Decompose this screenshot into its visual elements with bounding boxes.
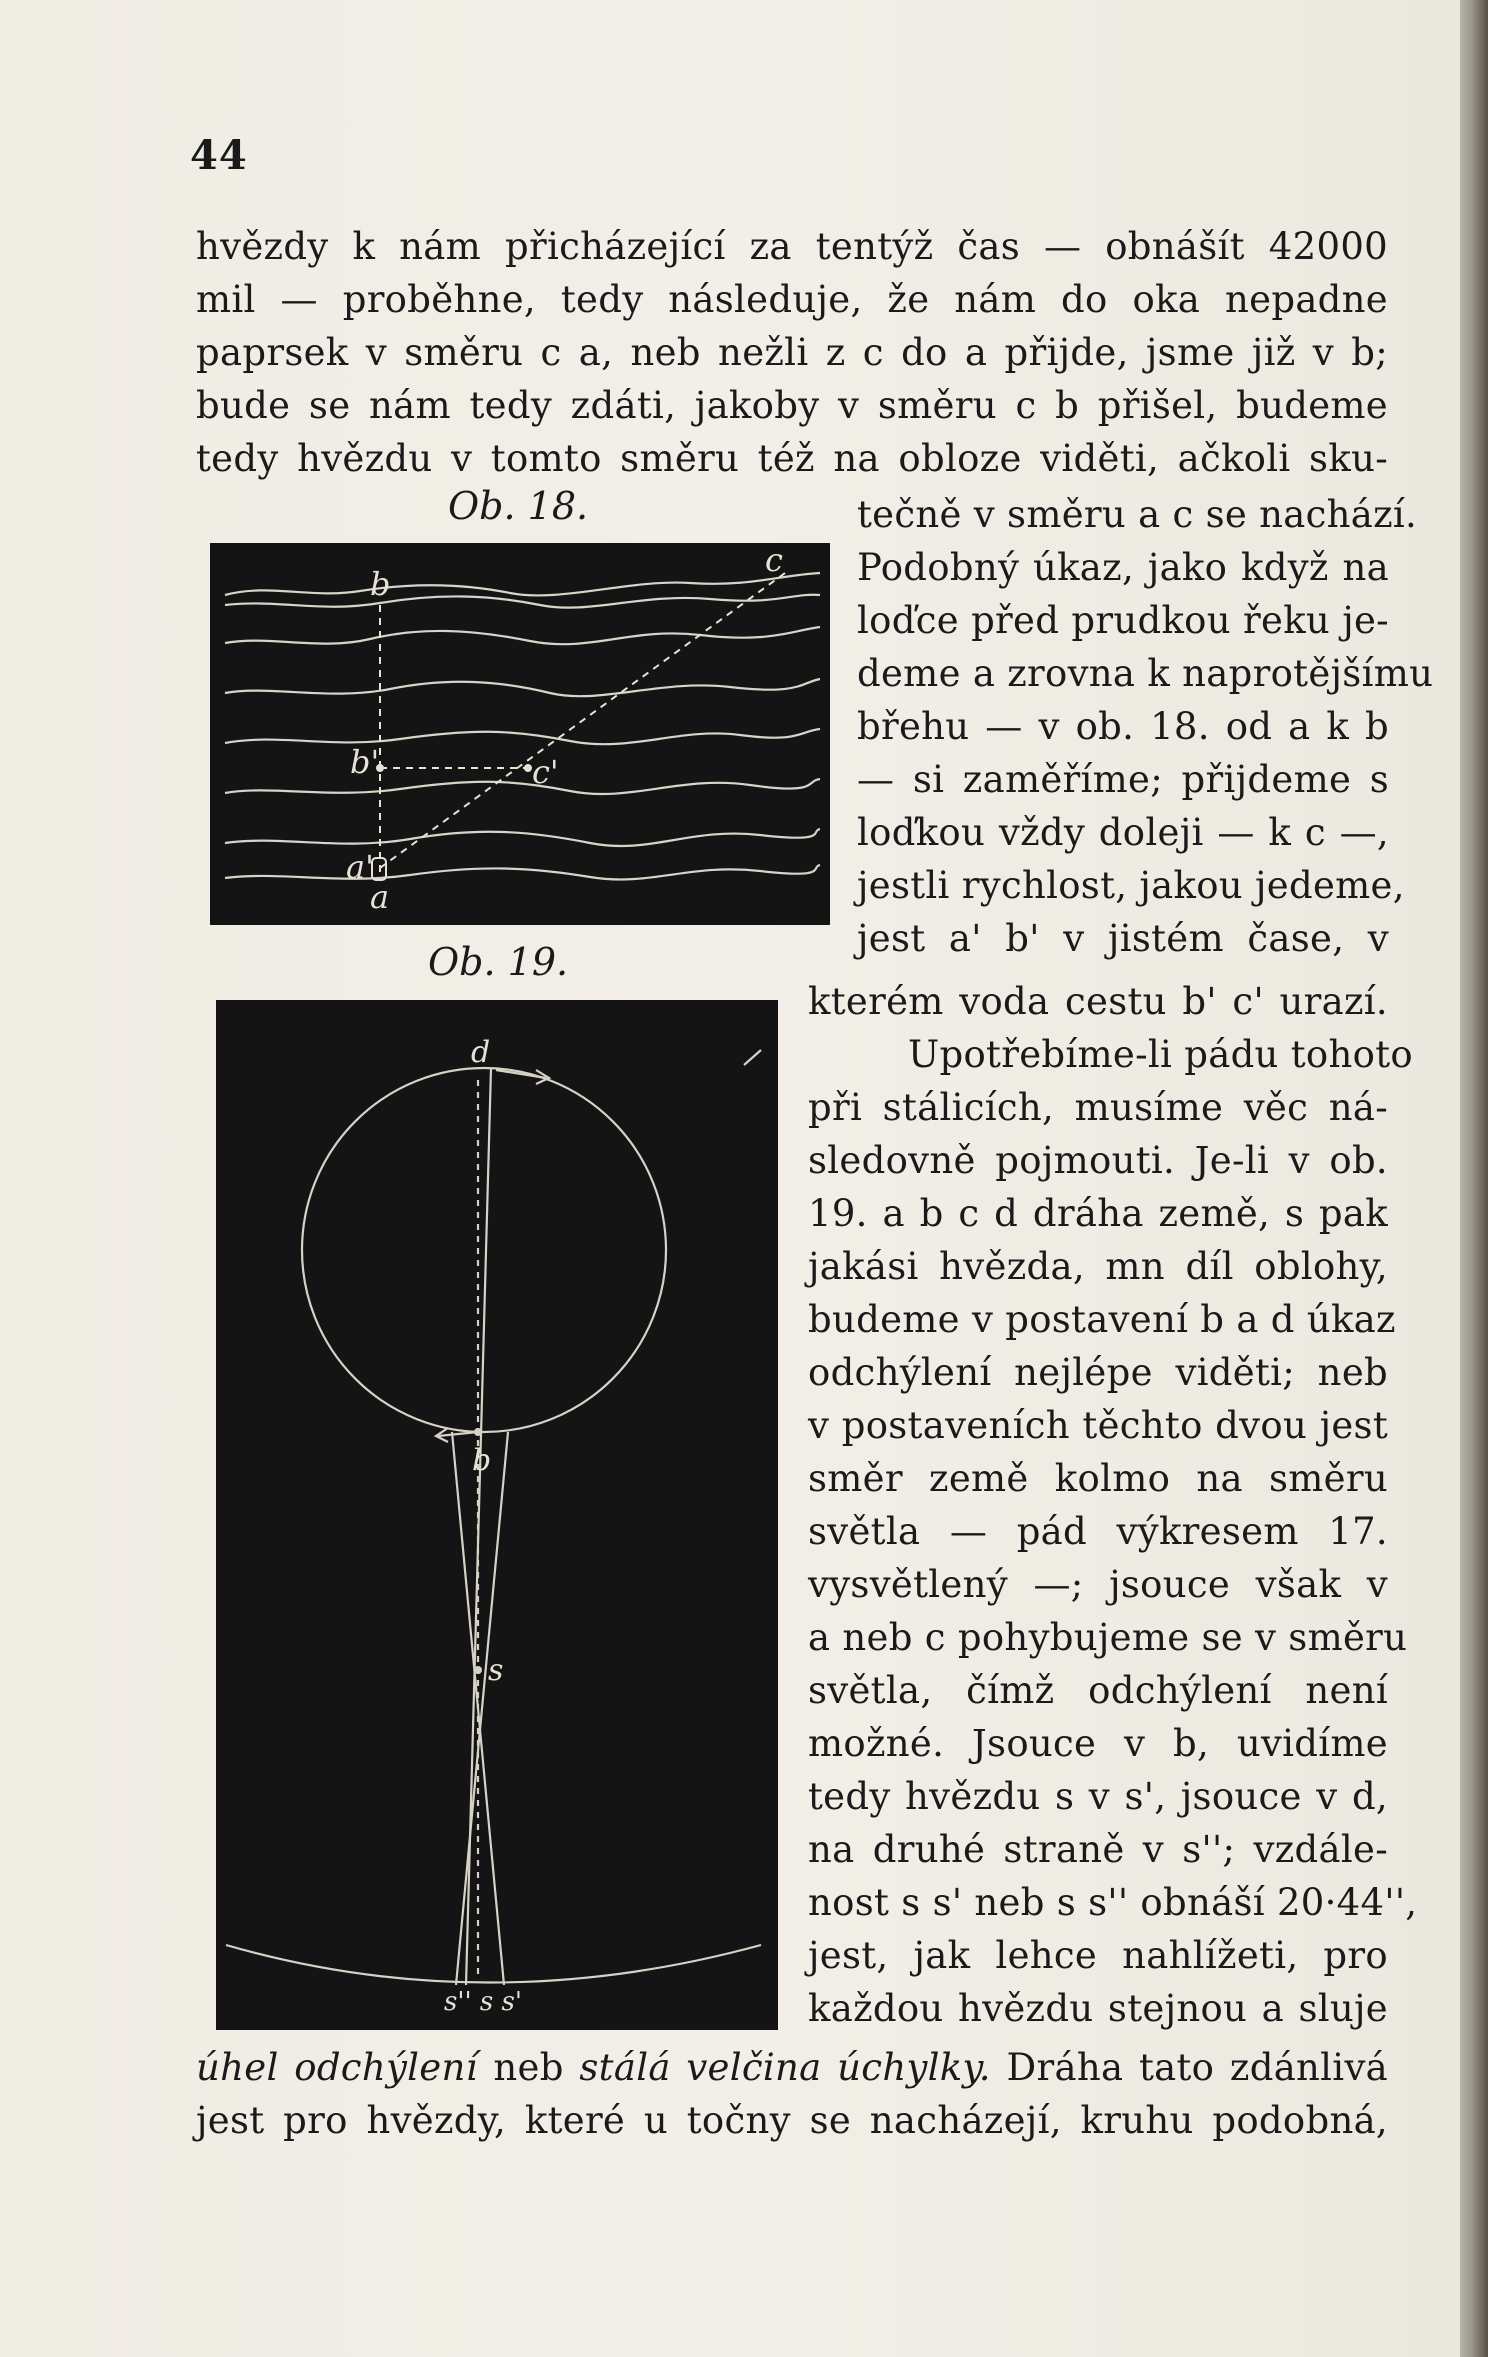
page-number: 44 — [190, 132, 248, 179]
label-b: b — [472, 1443, 492, 1478]
text-line: na druhé straně v s''; vzdále- — [808, 1828, 1388, 1871]
text-line: jestli rychlost, jakou jedeme, — [857, 864, 1405, 907]
arrow-b — [438, 1432, 478, 1436]
text-line — [196, 2043, 1388, 2093]
label-a: a — [370, 878, 390, 916]
earth-orbit — [302, 1068, 666, 1432]
text-line: a neb c pohybujeme se v směru — [808, 1616, 1408, 1659]
text-line: tedy hvězdu s v s', jsouce v d, — [808, 1775, 1388, 1818]
river-waves — [225, 573, 820, 879]
text-line: světla, čímž odchýlení není — [808, 1669, 1388, 1712]
text-line: sledovně pojmouti. Je-li v ob. — [808, 1139, 1388, 1182]
text-line: jakási hvězda, mn díl oblohy, — [808, 1245, 1388, 1288]
text-line: břehu — v ob. 18. od a k b — [857, 705, 1389, 748]
text-line: při stálicích, musíme věc ná- — [808, 1086, 1388, 1129]
text-line: Podobný úkaz, jako když na — [857, 546, 1389, 589]
term-aberration-constant: stálá velčina úchylky. — [579, 2046, 991, 2089]
text-line: v postaveních těchto dvou jest — [808, 1404, 1388, 1447]
text-line: loďce před prudkou řeku je- — [857, 599, 1389, 642]
text-line: loďkou vždy doleji — k c —, — [857, 811, 1389, 854]
text-line: odchýlení nejlépe viděti; neb — [808, 1351, 1388, 1394]
book-spine — [1460, 0, 1488, 2357]
text-line: paprsek v směru c a, neb nežli z c do a přijde, jsme již v b; — [196, 331, 1388, 374]
text-line: možné. Jsouce v b, uvidíme — [808, 1722, 1388, 1765]
label-c-prime: c' — [532, 753, 559, 791]
figure-18-drawing — [210, 543, 830, 925]
label-b: b — [370, 565, 391, 603]
text-line: deme a zrovna k naprotějšímu — [857, 652, 1434, 695]
text-line: jest a' b' v jistém čase, v — [857, 917, 1389, 960]
text-line: 19. a b c d dráha země, s pak — [808, 1192, 1388, 1235]
text-line: nost s s' neb s s'' obnáší 20·44'', — [808, 1881, 1418, 1924]
text-line: každou hvězdu stejnou a sluje — [808, 1987, 1388, 2030]
text-line: tedy hvězdu v tomto směru též na obloze viděti, ačkoli sku- — [196, 437, 1388, 480]
figure-19-caption: Ob. 19. — [428, 940, 569, 984]
label-b-prime: b' — [350, 743, 380, 781]
text-line: bude se nám tedy zdáti, jakoby v směru c b přišel, budeme — [196, 384, 1388, 427]
text-line: budeme v postavení b a d úkaz — [808, 1298, 1396, 1341]
figure-19-drawing — [216, 1000, 778, 2030]
ray-b-2 — [456, 1432, 508, 1985]
figure-18-caption: Ob. 18. — [448, 484, 589, 528]
label-c: c — [765, 543, 783, 579]
label-s: s — [488, 1653, 504, 1688]
term-aberration-angle: úhel odchýlení — [196, 2046, 478, 2089]
text-line: — si zaměříme; přijdeme s — [857, 758, 1389, 801]
text-line: jest pro hvězdy, které u točny se nacházejí, kruhu podobná, — [196, 2099, 1388, 2142]
word-neb: neb — [493, 2046, 564, 2089]
label-s-bottom: s'' s s' — [444, 1987, 522, 2017]
sky-arc — [226, 1945, 761, 1983]
text-line: tečně v směru a c se nachází. — [857, 493, 1418, 536]
text-line: hvězdy k nám přicházející za tentýž čas — obnášít 42000 — [196, 225, 1388, 268]
text-line: vysvětlený —; jsouce však v — [808, 1563, 1388, 1606]
label-d: d — [471, 1035, 491, 1070]
text-line: kterém voda cestu b' c' urazí. — [808, 980, 1388, 1023]
text-line: jest, jak lehce nahlížeti, pro — [808, 1934, 1388, 1977]
text-line: směr země kolmo na směru — [808, 1457, 1388, 1500]
figure-19 — [216, 1000, 778, 2030]
text-line: Upotřebíme-li pádu tohoto — [908, 1033, 1413, 1076]
text-line: světla — pád výkresem 17. — [808, 1510, 1388, 1553]
label-a-prime: a' — [346, 848, 374, 886]
edge-mark — [744, 1050, 761, 1065]
text-rest: Dráha tato zdánlivá — [1006, 2046, 1389, 2089]
line-a-c — [380, 573, 785, 868]
figure-18 — [210, 543, 830, 925]
text-line: mil — proběhne, tedy následuje, že nám do oka nepadne — [196, 278, 1388, 321]
